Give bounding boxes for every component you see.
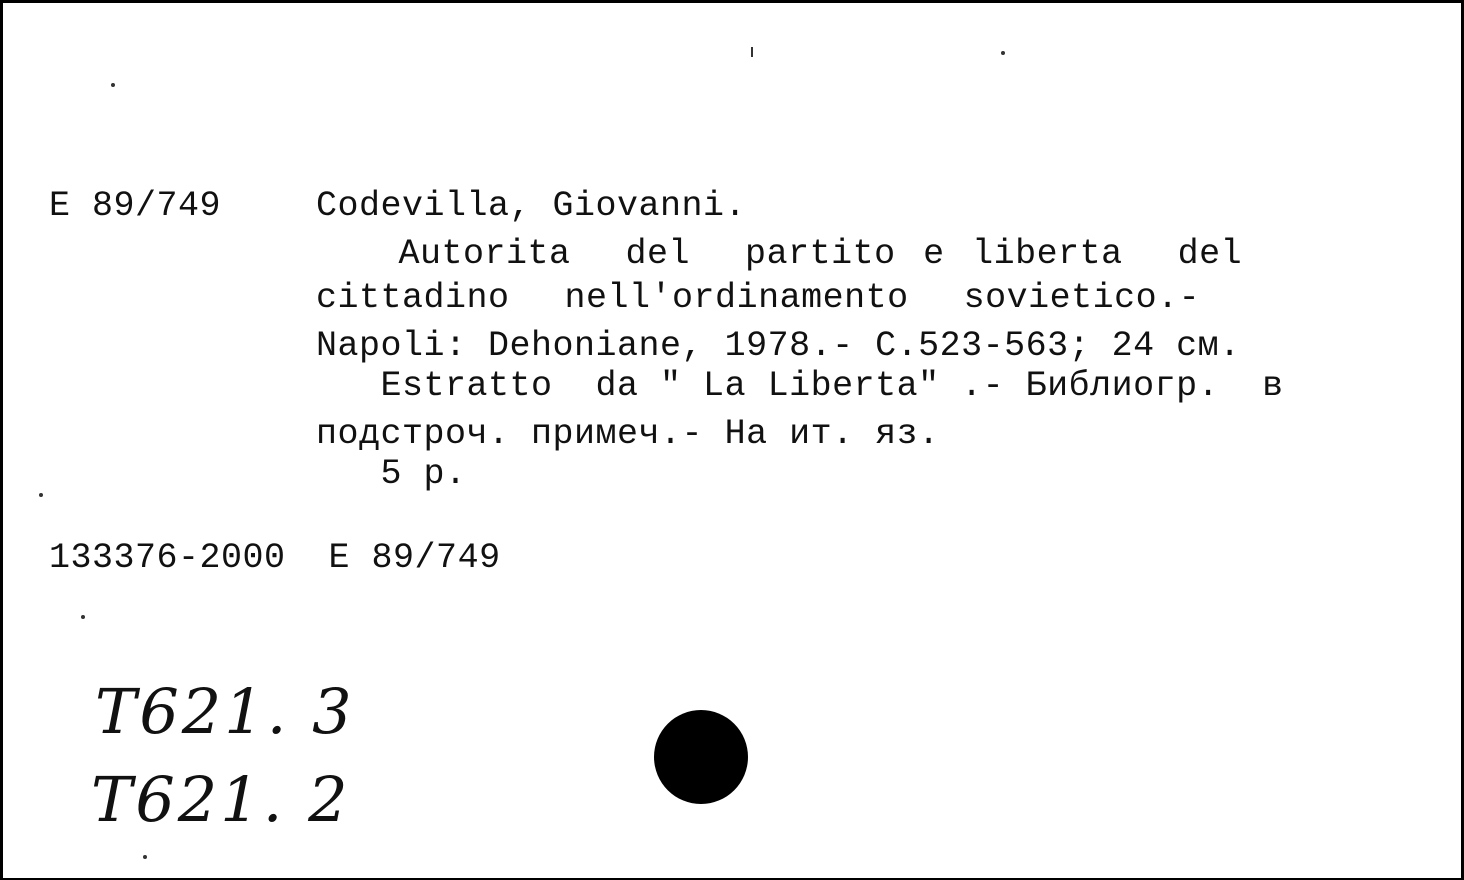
scan-speck — [751, 47, 753, 57]
handwritten-classification-2: T621. 2 — [91, 763, 351, 836]
price-line: 5 p. — [316, 454, 467, 494]
author-heading: Codevilla, Giovanni. — [316, 186, 747, 226]
scan-speck — [81, 615, 85, 619]
scan-speck — [39, 493, 43, 497]
scan-speck — [143, 855, 147, 859]
handwritten-classification-1: T621. 3 — [95, 675, 355, 748]
title-line-1: Autorita del partito e liberta del — [316, 234, 1243, 274]
imprint-line: Napoli: Dehoniane, 1978.- C.523-563; 24 см. — [316, 326, 1241, 366]
note-line-2: подстроч. примеч.- На ит. яз. — [316, 414, 940, 454]
scan-speck — [1001, 51, 1005, 55]
scan-speck — [111, 83, 115, 87]
note-line-1: Estratto da " La Liberta" .- Библиогр. в — [316, 366, 1284, 406]
inventory-number: 133376-2000 E 89/749 — [49, 538, 501, 578]
title-line-2: cittadino nell'ordinamento sovietico.- — [316, 278, 1201, 318]
shelfmark-top: E 89/749 — [49, 186, 222, 226]
punched-hole-dot — [654, 710, 748, 804]
